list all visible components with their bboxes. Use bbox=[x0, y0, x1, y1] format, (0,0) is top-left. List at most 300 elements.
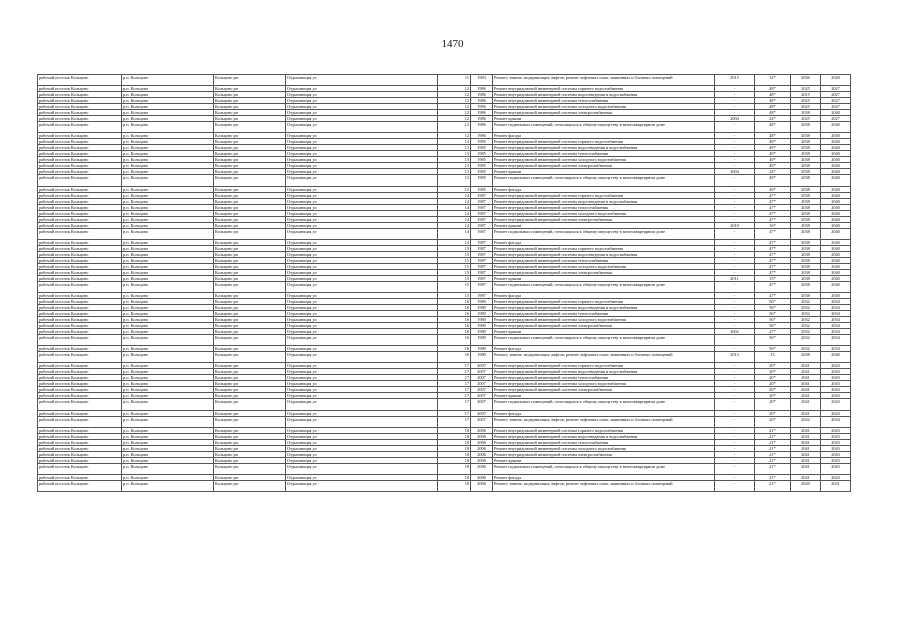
street-cell: Отдыхающая ул bbox=[286, 192, 438, 198]
house-number-cell: 15 bbox=[438, 251, 471, 257]
table-row bbox=[38, 281, 851, 292]
end-year-cell: 2043 bbox=[821, 399, 851, 410]
wear-cell: 20* bbox=[755, 416, 791, 427]
locality-cell: Кольцово рп bbox=[214, 75, 286, 86]
work-type-cell: Ремонт, замена, модернизация лифтов, ремонт лифтовых шахт, машинных и блочных помещений bbox=[493, 480, 715, 491]
work-type-cell: Ремонт внутридомовой инженерной системы электроснабжения bbox=[493, 269, 715, 275]
settlement-cell: р.п. Кольцово bbox=[122, 198, 214, 204]
street-cell: Отдыхающая ул bbox=[286, 474, 438, 480]
work-type-cell: Ремонт внутридомовой инженерной системы холодного водоснабжения bbox=[493, 445, 715, 451]
build-year-cell: 1987 bbox=[471, 245, 493, 251]
end-year-cell: 2040 bbox=[821, 228, 851, 239]
table-row bbox=[38, 334, 851, 345]
wear-cell: 21* bbox=[755, 463, 791, 474]
municipality-cell: рабочий поселок Кольцово bbox=[38, 210, 122, 216]
house-number-cell: 13 bbox=[438, 145, 471, 151]
wear-cell: 21* bbox=[755, 433, 791, 439]
work-type-cell: Ремонт крыши bbox=[493, 457, 715, 463]
end-year-cell: 2034 bbox=[821, 346, 851, 352]
build-year-cell: 1987 bbox=[471, 281, 493, 292]
municipality-cell: рабочий поселок Кольцово bbox=[38, 439, 122, 445]
wear-cell: 47* bbox=[755, 292, 791, 298]
work-type-cell: Ремонт внутридомовой инженерной системы водоотведения и водоснабжения bbox=[493, 145, 715, 151]
last-repair-year-cell: - bbox=[715, 163, 755, 169]
start-year-cell: 2038 bbox=[791, 186, 821, 192]
start-year-cell: 2038 bbox=[791, 275, 821, 281]
start-year-cell: 2038 bbox=[791, 204, 821, 210]
settlement-cell: р.п. Кольцово bbox=[122, 281, 214, 292]
locality-cell: Кольцово рп bbox=[214, 399, 286, 410]
settlement-cell: р.п. Кольцово bbox=[122, 346, 214, 352]
build-year-cell: 2006 bbox=[471, 457, 493, 463]
work-type-cell: Ремонт внутридомовой инженерной системы теплоснабжения bbox=[493, 439, 715, 445]
locality-cell: Кольцово рп bbox=[214, 316, 286, 322]
house-number-cell: 17 bbox=[438, 375, 471, 381]
work-type-cell: Ремонт фасада bbox=[493, 410, 715, 416]
start-year-cell: 2041 bbox=[791, 463, 821, 474]
end-year-cell: 2040 bbox=[821, 157, 851, 163]
house-number-cell: 14 bbox=[438, 192, 471, 198]
locality-cell: Кольцово рп bbox=[214, 175, 286, 186]
street-cell: Отдыхающая ул bbox=[286, 375, 438, 381]
end-year-cell: 2040 bbox=[821, 352, 851, 363]
house-number-cell: 17 bbox=[438, 416, 471, 427]
last-repair-year-cell: - bbox=[715, 269, 755, 275]
street-cell: Отдыхающая ул bbox=[286, 457, 438, 463]
start-year-cell: 2038 bbox=[791, 210, 821, 216]
last-repair-year-cell: - bbox=[715, 310, 755, 316]
start-year-cell: 2038 bbox=[791, 263, 821, 269]
work-type-cell: Ремонт внутридомовой инженерной системы холодного водоснабжения bbox=[493, 157, 715, 163]
street-cell: Отдыхающая ул bbox=[286, 175, 438, 186]
work-type-cell: Ремонт фасада bbox=[493, 133, 715, 139]
start-year-cell: 2032 bbox=[791, 416, 821, 427]
start-year-cell: 2038 bbox=[791, 122, 821, 133]
locality-cell: Кольцово рп bbox=[214, 186, 286, 192]
wear-cell: 48* bbox=[755, 86, 791, 92]
start-year-cell: 2038 bbox=[791, 245, 821, 251]
locality-cell: Кольцово рп bbox=[214, 239, 286, 245]
work-type-cell: Ремонт внутридомовой инженерной системы теплоснабжения bbox=[493, 98, 715, 104]
start-year-cell: 2032 bbox=[791, 334, 821, 345]
settlement-cell: р.п. Кольцово bbox=[122, 210, 214, 216]
street-cell: Отдыхающая ул bbox=[286, 210, 438, 216]
house-number-cell: 15 bbox=[438, 275, 471, 281]
wear-cell: 24* bbox=[755, 116, 791, 122]
build-year-cell: 1985 bbox=[471, 175, 493, 186]
end-year-cell: 2043 bbox=[821, 387, 851, 393]
table-row bbox=[38, 463, 851, 474]
locality-cell: Кольцово рп bbox=[214, 245, 286, 251]
locality-cell: Кольцово рп bbox=[214, 110, 286, 116]
end-year-cell: 2040 bbox=[821, 281, 851, 292]
end-year-cell: 2043 bbox=[821, 375, 851, 381]
house-number-cell: 14 bbox=[438, 204, 471, 210]
wear-cell: 12* bbox=[755, 75, 791, 86]
end-year-cell: 2043 bbox=[821, 474, 851, 480]
end-year-cell: 2027 bbox=[821, 86, 851, 92]
build-year-cell: 1986 bbox=[471, 86, 493, 92]
end-year-cell: 2040 bbox=[821, 163, 851, 169]
settlement-cell: р.п. Кольцово bbox=[122, 175, 214, 186]
settlement-cell: р.п. Кольцово bbox=[122, 427, 214, 433]
work-type-cell: Ремонт подвальных помещений, относящихся к общему имуществу в многоквартирном доме bbox=[493, 399, 715, 410]
locality-cell: Кольцово рп bbox=[214, 139, 286, 145]
build-year-cell: 2007 bbox=[471, 387, 493, 393]
wear-cell: 21* bbox=[755, 451, 791, 457]
work-type-cell: Ремонт крыши bbox=[493, 116, 715, 122]
build-year-cell: 2006 bbox=[471, 474, 493, 480]
house-number-cell: 16 bbox=[438, 298, 471, 304]
last-repair-year-cell: - bbox=[715, 186, 755, 192]
municipality-cell: рабочий поселок Кольцово bbox=[38, 151, 122, 157]
street-cell: Отдыхающая ул bbox=[286, 75, 438, 86]
wear-cell: 21* bbox=[755, 439, 791, 445]
municipality-cell: рабочий поселок Кольцово bbox=[38, 228, 122, 239]
build-year-cell: 1987 bbox=[471, 192, 493, 198]
settlement-cell: р.п. Кольцово bbox=[122, 387, 214, 393]
house-number-cell: 12 bbox=[438, 98, 471, 104]
last-repair-year-cell: - bbox=[715, 86, 755, 92]
street-cell: Отдыхающая ул bbox=[286, 381, 438, 387]
municipality-cell: рабочий поселок Кольцово bbox=[38, 169, 122, 175]
work-type-cell: Ремонт, замена, модернизация лифтов, ремонт лифтовых шахт, машинных и блочных помещений bbox=[493, 75, 715, 86]
settlement-cell: р.п. Кольцово bbox=[122, 222, 214, 228]
municipality-cell: рабочий поселок Кольцово bbox=[38, 145, 122, 151]
start-year-cell: 2041 bbox=[791, 387, 821, 393]
end-year-cell: 2043 bbox=[821, 393, 851, 399]
settlement-cell: р.п. Кольцово bbox=[122, 416, 214, 427]
locality-cell: Кольцово рп bbox=[214, 192, 286, 198]
end-year-cell: 2040 bbox=[821, 245, 851, 251]
work-type-cell: Ремонт внутридомовой инженерной системы водоотведения и водоснабжения bbox=[493, 304, 715, 310]
build-year-cell: 2006 bbox=[471, 445, 493, 451]
street-cell: Отдыхающая ул bbox=[286, 316, 438, 322]
end-year-cell: 2040 bbox=[821, 139, 851, 145]
repair-schedule-table bbox=[37, 74, 851, 492]
municipality-cell: рабочий поселок Кольцово bbox=[38, 298, 122, 304]
settlement-cell: р.п. Кольцово bbox=[122, 310, 214, 316]
locality-cell: Кольцово рп bbox=[214, 322, 286, 328]
municipality-cell: рабочий поселок Кольцово bbox=[38, 116, 122, 122]
table-row bbox=[38, 416, 851, 427]
build-year-cell: 1987 bbox=[471, 292, 493, 298]
build-year-cell: 1987 bbox=[471, 239, 493, 245]
house-number-cell: 16 bbox=[438, 328, 471, 334]
settlement-cell: р.п. Кольцово bbox=[122, 322, 214, 328]
wear-cell: 47* bbox=[755, 245, 791, 251]
locality-cell: Кольцово рп bbox=[214, 163, 286, 169]
end-year-cell: 2040 bbox=[821, 204, 851, 210]
wear-cell: 48* bbox=[755, 122, 791, 133]
build-year-cell: 1985 bbox=[471, 163, 493, 169]
work-type-cell: Ремонт внутридомовой инженерной системы электроснабжения bbox=[493, 451, 715, 457]
house-number-cell: 12 bbox=[438, 92, 471, 98]
build-year-cell: 2007 bbox=[471, 416, 493, 427]
house-number-cell: 12 bbox=[438, 133, 471, 139]
street-cell: Отдыхающая ул bbox=[286, 133, 438, 139]
municipality-cell: рабочий поселок Кольцово bbox=[38, 269, 122, 275]
end-year-cell: 2043 bbox=[821, 463, 851, 474]
work-type-cell: Ремонт внутридомовой инженерной системы водоотведения и водоснабжения bbox=[493, 251, 715, 257]
house-number-cell: 15 bbox=[438, 245, 471, 251]
municipality-cell: рабочий поселок Кольцово bbox=[38, 163, 122, 169]
end-year-cell: 2040 bbox=[821, 186, 851, 192]
municipality-cell: рабочий поселок Кольцово bbox=[38, 352, 122, 363]
wear-cell: 56* bbox=[755, 346, 791, 352]
wear-cell: 49* bbox=[755, 175, 791, 186]
work-type-cell: Ремонт подвальных помещений, относящихся к общему имуществу в многоквартирном доме bbox=[493, 122, 715, 133]
municipality-cell: рабочий поселок Кольцово bbox=[38, 275, 122, 281]
end-year-cell: 2034 bbox=[821, 334, 851, 345]
house-number-cell: 18 bbox=[438, 445, 471, 451]
municipality-cell: рабочий поселок Кольцово bbox=[38, 445, 122, 451]
work-type-cell: Ремонт внутридомовой инженерной системы водоотведения и водоснабжения bbox=[493, 198, 715, 204]
build-year-cell: 1985 bbox=[471, 186, 493, 192]
locality-cell: Кольцово рп bbox=[214, 169, 286, 175]
end-year-cell: 2027 bbox=[821, 104, 851, 110]
work-type-cell: Ремонт фасада bbox=[493, 186, 715, 192]
house-number-cell: 12 bbox=[438, 110, 471, 116]
last-repair-year-cell: - bbox=[715, 387, 755, 393]
build-year-cell: 1980 bbox=[471, 346, 493, 352]
start-year-cell: 2038 bbox=[791, 269, 821, 275]
municipality-cell: рабочий поселок Кольцово bbox=[38, 346, 122, 352]
locality-cell: Кольцово рп bbox=[214, 281, 286, 292]
end-year-cell: 2040 bbox=[821, 275, 851, 281]
street-cell: Отдыхающая ул bbox=[286, 439, 438, 445]
wear-cell: 56* bbox=[755, 322, 791, 328]
locality-cell: Кольцово рп bbox=[214, 369, 286, 375]
start-year-cell: 2032 bbox=[791, 322, 821, 328]
wear-cell: 20* bbox=[755, 381, 791, 387]
house-number-cell: 12 bbox=[438, 104, 471, 110]
street-cell: Отдыхающая ул bbox=[286, 427, 438, 433]
street-cell: Отдыхающая ул bbox=[286, 352, 438, 363]
street-cell: Отдыхающая ул bbox=[286, 139, 438, 145]
end-year-cell: 2043 bbox=[821, 427, 851, 433]
last-repair-year-cell: - bbox=[715, 110, 755, 116]
locality-cell: Кольцово рп bbox=[214, 86, 286, 92]
build-year-cell: 1987 bbox=[471, 204, 493, 210]
start-year-cell: 2038 bbox=[791, 133, 821, 139]
last-repair-year-cell: - bbox=[715, 298, 755, 304]
street-cell: Отдыхающая ул bbox=[286, 122, 438, 133]
municipality-cell: рабочий поселок Кольцово bbox=[38, 433, 122, 439]
last-repair-year-cell: - bbox=[715, 427, 755, 433]
build-year-cell: 2006 bbox=[471, 480, 493, 491]
settlement-cell: р.п. Кольцово bbox=[122, 216, 214, 222]
municipality-cell: рабочий поселок Кольцово bbox=[38, 328, 122, 334]
work-type-cell: Ремонт внутридомовой инженерной системы водоотведения и водоснабжения bbox=[493, 433, 715, 439]
end-year-cell: 2040 bbox=[821, 269, 851, 275]
last-repair-year-cell: - bbox=[715, 145, 755, 151]
street-cell: Отдыхающая ул bbox=[286, 245, 438, 251]
settlement-cell: р.п. Кольцово bbox=[122, 292, 214, 298]
locality-cell: Кольцово рп bbox=[214, 427, 286, 433]
settlement-cell: р.п. Кольцово bbox=[122, 139, 214, 145]
wear-cell: 49* bbox=[755, 151, 791, 157]
build-year-cell: 2006 bbox=[471, 439, 493, 445]
start-year-cell: 2038 bbox=[791, 175, 821, 186]
municipality-cell: рабочий поселок Кольцово bbox=[38, 186, 122, 192]
work-type-cell: Ремонт внутридомовой инженерной системы горячего водоснабжения bbox=[493, 86, 715, 92]
municipality-cell: рабочий поселок Кольцово bbox=[38, 139, 122, 145]
street-cell: Отдыхающая ул bbox=[286, 163, 438, 169]
house-number-cell: 16 bbox=[438, 304, 471, 310]
settlement-cell: р.п. Кольцово bbox=[122, 352, 214, 363]
start-year-cell: 2041 bbox=[791, 439, 821, 445]
street-cell: Отдыхающая ул bbox=[286, 433, 438, 439]
house-number-cell: 13 bbox=[438, 157, 471, 163]
last-repair-year-cell: - bbox=[715, 334, 755, 345]
locality-cell: Кольцово рп bbox=[214, 298, 286, 304]
last-repair-year-cell: - bbox=[715, 439, 755, 445]
municipality-cell: рабочий поселок Кольцово bbox=[38, 110, 122, 116]
wear-cell: 49* bbox=[755, 139, 791, 145]
build-year-cell: 1987 bbox=[471, 228, 493, 239]
house-number-cell: 12 bbox=[438, 122, 471, 133]
work-type-cell: Ремонт внутридомовой инженерной системы водоотведения и водоснабжения bbox=[493, 92, 715, 98]
start-year-cell: 2038 bbox=[791, 163, 821, 169]
wear-cell: 24* bbox=[755, 169, 791, 175]
build-year-cell: 1985 bbox=[471, 145, 493, 151]
last-repair-year-cell: - bbox=[715, 251, 755, 257]
house-number-cell: 15 bbox=[438, 281, 471, 292]
last-repair-year-cell: 2010 bbox=[715, 222, 755, 228]
house-number-cell: 18 bbox=[438, 480, 471, 491]
wear-cell: 21* bbox=[755, 427, 791, 433]
municipality-cell: рабочий поселок Кольцово bbox=[38, 222, 122, 228]
end-year-cell: 2040 bbox=[821, 251, 851, 257]
house-number-cell: 17 bbox=[438, 381, 471, 387]
end-year-cell: 2034 bbox=[821, 416, 851, 427]
work-type-cell: Ремонт, замена, модернизация лифтов, ремонт лифтовых шахт, машинных и блочных помещений bbox=[493, 416, 715, 427]
last-repair-year-cell: - bbox=[715, 316, 755, 322]
start-year-cell: 2041 bbox=[791, 375, 821, 381]
last-repair-year-cell: - bbox=[715, 393, 755, 399]
street-cell: Отдыхающая ул bbox=[286, 416, 438, 427]
build-year-cell: 1980 bbox=[471, 334, 493, 345]
house-number-cell: 13 bbox=[438, 175, 471, 186]
last-repair-year-cell: 2011 bbox=[715, 275, 755, 281]
settlement-cell: р.п. Кольцово bbox=[122, 399, 214, 410]
build-year-cell: 2007 bbox=[471, 363, 493, 369]
wear-cell: 47* bbox=[755, 192, 791, 198]
street-cell: Отдыхающая ул bbox=[286, 263, 438, 269]
settlement-cell: р.п. Кольцово bbox=[122, 145, 214, 151]
municipality-cell: рабочий поселок Кольцово bbox=[38, 175, 122, 186]
settlement-cell: р.п. Кольцово bbox=[122, 157, 214, 163]
house-number-cell: 15 bbox=[438, 257, 471, 263]
last-repair-year-cell: - bbox=[715, 474, 755, 480]
settlement-cell: р.п. Кольцово bbox=[122, 474, 214, 480]
locality-cell: Кольцово рп bbox=[214, 304, 286, 310]
locality-cell: Кольцово рп bbox=[214, 416, 286, 427]
municipality-cell: рабочий поселок Кольцово bbox=[38, 98, 122, 104]
work-type-cell: Ремонт внутридомовой инженерной системы холодного водоснабжения bbox=[493, 263, 715, 269]
locality-cell: Кольцово рп bbox=[214, 251, 286, 257]
street-cell: Отдыхающая ул bbox=[286, 304, 438, 310]
end-year-cell: 2040 bbox=[821, 175, 851, 186]
settlement-cell: р.п. Кольцово bbox=[122, 104, 214, 110]
start-year-cell: 2038 bbox=[791, 157, 821, 163]
wear-cell: 21* bbox=[755, 457, 791, 463]
settlement-cell: р.п. Кольцово bbox=[122, 186, 214, 192]
start-year-cell: 2041 bbox=[791, 451, 821, 457]
house-number-cell: 17 bbox=[438, 399, 471, 410]
settlement-cell: р.п. Кольцово bbox=[122, 75, 214, 86]
house-number-cell: 17 bbox=[438, 393, 471, 399]
street-cell: Отдыхающая ул bbox=[286, 369, 438, 375]
start-year-cell: 2025 bbox=[791, 98, 821, 104]
wear-cell: 49* bbox=[755, 186, 791, 192]
build-year-cell: 1980 bbox=[471, 304, 493, 310]
last-repair-year-cell: 2015 bbox=[715, 75, 755, 86]
settlement-cell: р.п. Кольцово bbox=[122, 133, 214, 139]
work-type-cell: Ремонт внутридомовой инженерной системы холодного водоснабжения bbox=[493, 104, 715, 110]
municipality-cell: рабочий поселок Кольцово bbox=[38, 416, 122, 427]
municipality-cell: рабочий поселок Кольцово bbox=[38, 427, 122, 433]
build-year-cell: 1980 bbox=[471, 310, 493, 316]
start-year-cell: 2041 bbox=[791, 363, 821, 369]
work-type-cell: Ремонт внутридомовой инженерной системы электроснабжения bbox=[493, 387, 715, 393]
municipality-cell: рабочий поселок Кольцово bbox=[38, 375, 122, 381]
house-number-cell: 13 bbox=[438, 151, 471, 157]
end-year-cell: 2043 bbox=[821, 410, 851, 416]
build-year-cell: 2006 bbox=[471, 451, 493, 457]
locality-cell: Кольцово рп bbox=[214, 204, 286, 210]
locality-cell: Кольцово рп bbox=[214, 116, 286, 122]
locality-cell: Кольцово рп bbox=[214, 122, 286, 133]
work-type-cell: Ремонт внутридомовой инженерной системы холодного водоснабжения bbox=[493, 210, 715, 216]
start-year-cell: 2038 bbox=[791, 145, 821, 151]
wear-cell: 56* bbox=[755, 304, 791, 310]
locality-cell: Кольцово рп bbox=[214, 328, 286, 334]
repair-schedule-sheet bbox=[37, 74, 850, 492]
start-year-cell: 2038 bbox=[791, 292, 821, 298]
street-cell: Отдыхающая ул bbox=[286, 322, 438, 328]
start-year-cell: 2038 bbox=[791, 281, 821, 292]
end-year-cell: 2040 bbox=[821, 263, 851, 269]
wear-cell: 21* bbox=[755, 474, 791, 480]
build-year-cell: 1986 bbox=[471, 92, 493, 98]
locality-cell: Кольцово рп bbox=[214, 387, 286, 393]
build-year-cell: 1987 bbox=[471, 198, 493, 204]
house-number-cell: 13 bbox=[438, 139, 471, 145]
build-year-cell: 1987 bbox=[471, 251, 493, 257]
work-type-cell: Ремонт внутридомовой инженерной системы теплоснабжения bbox=[493, 204, 715, 210]
last-repair-year-cell: - bbox=[715, 322, 755, 328]
wear-cell: 47* bbox=[755, 239, 791, 245]
settlement-cell: р.п. Кольцово bbox=[122, 275, 214, 281]
wear-cell: 20* bbox=[755, 369, 791, 375]
street-cell: Отдыхающая ул bbox=[286, 151, 438, 157]
settlement-cell: р.п. Кольцово bbox=[122, 457, 214, 463]
settlement-cell: р.п. Кольцово bbox=[122, 328, 214, 334]
build-year-cell: 2006 bbox=[471, 433, 493, 439]
settlement-cell: р.п. Кольцово bbox=[122, 334, 214, 345]
wear-cell: 20* bbox=[755, 375, 791, 381]
settlement-cell: р.п. Кольцово bbox=[122, 480, 214, 491]
last-repair-year-cell: - bbox=[715, 151, 755, 157]
settlement-cell: р.п. Кольцово bbox=[122, 98, 214, 104]
start-year-cell: 2041 bbox=[791, 381, 821, 387]
wear-cell: 15* bbox=[755, 275, 791, 281]
end-year-cell: 2040 bbox=[821, 110, 851, 116]
start-year-cell: 2038 bbox=[791, 198, 821, 204]
house-number-cell: 18 bbox=[438, 474, 471, 480]
